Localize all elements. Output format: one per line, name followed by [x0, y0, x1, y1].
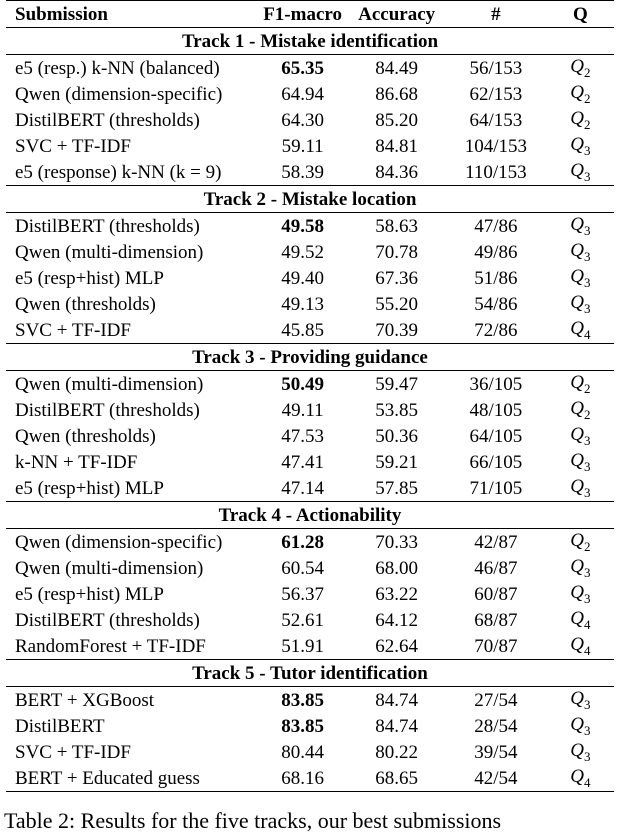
cell-rank: 48/105	[469, 399, 523, 421]
cell-rank: 42/54	[445, 765, 547, 792]
cell-f1-macro: 49.52	[281, 241, 324, 263]
cell-quartile	[547, 529, 614, 556]
cell-f1-macro: 68.16	[257, 765, 348, 792]
cell-accuracy: 84.49	[375, 57, 418, 79]
track-title: Track 1 - Mistake identification	[6, 28, 614, 55]
header-accuracy: Accuracy	[348, 1, 445, 28]
cell-quartile	[547, 581, 614, 607]
cell-submission: Qwen (thresholds)	[15, 293, 156, 315]
quartile-subscript: 3	[583, 590, 591, 606]
cell-quartile	[547, 633, 614, 660]
cell-submission: SVC + TF-IDF	[15, 319, 131, 341]
quartile-subscript: 3	[583, 458, 591, 474]
cell-submission: BERT + Educated guess	[6, 765, 257, 792]
cell-accuracy: 53.85	[375, 399, 418, 421]
cell-rank: 66/105	[469, 451, 523, 473]
cell-submission: DistilBERT	[15, 715, 105, 737]
quartile-letter: Q	[570, 608, 584, 630]
cell-f1-macro: 49.11	[281, 399, 324, 421]
cell-accuracy: 84.74	[375, 715, 418, 737]
table-row	[6, 529, 614, 556]
table-row	[6, 265, 614, 291]
cell-rank: 56/153	[469, 57, 523, 79]
cell-quartile	[547, 213, 614, 240]
cell-f1-macro: 47.14	[281, 477, 324, 499]
track-title: Track 5 - Tutor identification	[6, 660, 614, 687]
cell-f1-macro: 58.39	[281, 161, 324, 183]
cell-rank: 64/105	[469, 425, 523, 447]
track-header-row	[6, 344, 614, 371]
cell-f1-macro: 59.11	[281, 135, 324, 157]
cell-f1-macro: 49.40	[281, 267, 324, 289]
quartile-subscript: 2	[583, 406, 591, 422]
table-row	[6, 555, 614, 581]
header-q: Q	[547, 1, 614, 28]
cell-f1-macro: 83.85	[281, 689, 324, 711]
cell-submission: e5 (resp+hist) MLP	[15, 267, 164, 289]
cell-submission: DistilBERT (thresholds)	[15, 609, 200, 631]
cell-quartile	[547, 739, 614, 765]
cell-submission: e5 (resp+hist) MLP	[15, 477, 164, 499]
cell-submission: e5 (resp.) k-NN (balanced)	[15, 57, 220, 79]
quartile-letter: Q	[570, 318, 584, 340]
header-rank: #	[445, 1, 547, 28]
quartile-subscript: 2	[583, 116, 591, 132]
cell-rank: 72/86	[474, 319, 518, 341]
quartile-letter: Q	[570, 266, 584, 288]
quartile-subscript: 4	[583, 326, 591, 342]
table-row	[6, 687, 614, 714]
cell-accuracy: 86.68	[375, 83, 418, 105]
cell-rank: 54/86	[474, 293, 518, 315]
cell-submission: Qwen (multi-dimension)	[15, 241, 204, 263]
track-header-row	[6, 186, 614, 213]
table-row	[6, 317, 614, 344]
quartile-subscript: 3	[583, 274, 591, 290]
quartile-subscript: 3	[583, 300, 591, 316]
cell-f1-macro: 65.35	[281, 57, 324, 79]
cell-quartile	[547, 449, 614, 475]
cell-quartile	[547, 317, 614, 344]
quartile-subscript: 4	[583, 774, 591, 790]
cell-quartile	[547, 107, 614, 133]
quartile-letter: Q	[570, 766, 584, 788]
table-row	[6, 239, 614, 265]
cell-rank: 110/153	[465, 161, 527, 183]
table-header	[6, 1, 614, 28]
table-row	[6, 475, 614, 502]
table-row	[6, 713, 614, 739]
table-row	[6, 739, 614, 765]
cell-accuracy: 84.36	[375, 161, 418, 183]
cell-quartile	[547, 81, 614, 107]
header-row	[6, 1, 614, 28]
cell-submission: BERT + XGBoost	[15, 689, 155, 711]
track-title: Track 3 - Providing guidance	[6, 344, 614, 371]
quartile-subscript: 3	[583, 142, 591, 158]
table-caption: Table 2: Results for the five tracks, our best submissions	[4, 808, 502, 833]
cell-rank: 47/86	[474, 215, 518, 237]
quartile-letter: Q	[570, 292, 584, 314]
cell-f1-macro: 61.28	[281, 531, 324, 553]
quartile-letter: Q	[570, 476, 584, 498]
cell-quartile	[547, 133, 614, 159]
table-row	[6, 55, 614, 82]
table-row	[6, 213, 614, 240]
cell-f1-macro: 64.94	[281, 83, 324, 105]
cell-accuracy: 70.78	[375, 241, 418, 263]
cell-f1-macro: 45.85	[281, 319, 324, 341]
cell-accuracy: 62.64	[375, 635, 418, 657]
quartile-letter: Q	[570, 134, 584, 156]
header-submission: Submission	[6, 1, 257, 28]
table-row	[6, 581, 614, 607]
quartile-subscript: 3	[583, 748, 591, 764]
quartile-subscript: 3	[583, 168, 591, 184]
quartile-letter: Q	[570, 160, 584, 182]
cell-accuracy: 68.00	[375, 557, 418, 579]
cell-submission: Qwen (thresholds)	[15, 425, 156, 447]
cell-accuracy: 70.33	[375, 531, 418, 553]
table-row	[6, 81, 614, 107]
cell-f1-macro: 50.49	[281, 373, 324, 395]
cell-submission: e5 (response) k-NN (k = 9)	[15, 161, 222, 183]
table-row	[6, 371, 614, 398]
cell-quartile	[547, 159, 614, 186]
quartile-letter: Q	[570, 56, 584, 78]
cell-accuracy: 59.47	[375, 373, 418, 395]
quartile-letter: Q	[570, 214, 584, 236]
table-body	[6, 28, 614, 792]
quartile-subscript: 3	[583, 564, 591, 580]
table-row	[6, 133, 614, 159]
cell-submission: Qwen (multi-dimension)	[15, 373, 204, 395]
table-row	[6, 607, 614, 633]
track-header-row	[6, 502, 614, 529]
cell-quartile	[547, 475, 614, 502]
cell-f1-macro: 83.85	[281, 715, 324, 737]
quartile-letter: Q	[570, 556, 584, 578]
cell-quartile	[547, 371, 614, 398]
table-row	[6, 765, 614, 792]
cell-accuracy: 67.36	[375, 267, 418, 289]
cell-rank: 42/87	[474, 531, 518, 553]
cell-rank: 71/105	[469, 477, 523, 499]
cell-submission: SVC + TF-IDF	[15, 135, 131, 157]
cell-accuracy: 84.74	[375, 689, 418, 711]
cell-submission: DistilBERT (thresholds)	[15, 215, 200, 237]
cell-accuracy: 58.63	[375, 215, 418, 237]
cell-f1-macro: 60.54	[281, 557, 324, 579]
cell-rank: 62/153	[469, 83, 523, 105]
table-row	[6, 397, 614, 423]
quartile-subscript: 2	[583, 90, 591, 106]
cell-f1-macro: 52.61	[281, 609, 324, 631]
cell-submission: DistilBERT (thresholds)	[15, 109, 200, 131]
quartile-letter: Q	[570, 372, 584, 394]
table-row	[6, 423, 614, 449]
cell-accuracy: 57.85	[375, 477, 418, 499]
cell-submission: Qwen (dimension-specific)	[15, 83, 223, 105]
cell-rank: 104/153	[464, 135, 528, 157]
cell-quartile	[547, 555, 614, 581]
cell-accuracy: 64.12	[375, 609, 418, 631]
cell-rank: 68/87	[474, 609, 518, 631]
quartile-subscript: 2	[583, 64, 591, 80]
cell-submission: k-NN + TF-IDF	[15, 451, 138, 473]
table-row	[6, 449, 614, 475]
cell-rank: 64/153	[469, 109, 523, 131]
track-title: Track 2 - Mistake location	[6, 186, 614, 213]
cell-quartile	[547, 239, 614, 265]
track-header-row	[6, 660, 614, 687]
cell-quartile	[547, 423, 614, 449]
cell-rank: 27/54	[474, 689, 518, 711]
table-row	[6, 107, 614, 133]
cell-accuracy: 50.36	[375, 425, 418, 447]
cell-rank: 28/54	[474, 715, 518, 737]
cell-accuracy: 84.81	[375, 135, 418, 157]
table-row	[6, 291, 614, 317]
cell-f1-macro: 49.13	[281, 293, 324, 315]
cell-f1-macro: 51.91	[281, 635, 324, 657]
results-table	[6, 0, 614, 792]
cell-f1-macro: 47.53	[281, 425, 324, 447]
quartile-subscript: 2	[583, 380, 591, 396]
table-row	[6, 633, 614, 660]
quartile-letter: Q	[570, 108, 584, 130]
quartile-subscript: 3	[583, 248, 591, 264]
quartile-letter: Q	[570, 740, 584, 762]
quartile-subscript: 2	[583, 538, 591, 554]
cell-submission: Qwen (dimension-specific)	[15, 531, 223, 553]
quartile-letter: Q	[570, 714, 584, 736]
quartile-letter: Q	[570, 398, 584, 420]
cell-rank: 46/87	[474, 557, 518, 579]
quartile-subscript: 3	[583, 484, 591, 500]
quartile-letter: Q	[570, 582, 584, 604]
cell-submission: DistilBERT (thresholds)	[15, 399, 200, 421]
cell-f1-macro: 49.58	[281, 215, 324, 237]
track-title: Track 4 - Actionability	[6, 502, 614, 529]
cell-f1-macro: 80.44	[281, 741, 324, 763]
cell-quartile	[547, 55, 614, 82]
cell-rank: 39/54	[474, 741, 518, 763]
quartile-letter: Q	[570, 240, 584, 262]
cell-accuracy: 55.20	[375, 293, 418, 315]
quartile-letter: Q	[570, 688, 584, 710]
table-row	[6, 159, 614, 186]
cell-quartile	[547, 765, 614, 792]
cell-quartile	[547, 687, 614, 714]
track-header-row	[6, 28, 614, 55]
quartile-letter: Q	[570, 530, 584, 552]
quartile-subscript: 3	[583, 696, 591, 712]
cell-rank: 70/87	[474, 635, 518, 657]
cell-submission: SVC + TF-IDF	[15, 741, 131, 763]
quartile-subscript: 4	[583, 642, 591, 658]
cell-accuracy: 59.21	[375, 451, 418, 473]
quartile-subscript: 3	[583, 722, 591, 738]
cell-quartile	[547, 713, 614, 739]
header-f1-macro: F1-macro	[257, 1, 348, 28]
cell-submission: Qwen (multi-dimension)	[15, 557, 204, 579]
cell-f1-macro: 47.41	[281, 451, 324, 473]
cell-accuracy: 85.20	[375, 109, 418, 131]
cell-quartile	[547, 291, 614, 317]
cell-quartile	[547, 397, 614, 423]
quartile-letter: Q	[570, 82, 584, 104]
cell-rank: 49/86	[474, 241, 518, 263]
cell-accuracy: 68.65	[348, 765, 445, 792]
cell-accuracy: 63.22	[375, 583, 418, 605]
cell-quartile	[547, 607, 614, 633]
quartile-letter: Q	[570, 634, 584, 656]
cell-quartile	[547, 265, 614, 291]
cell-rank: 36/105	[469, 373, 523, 395]
quartile-subscript: 3	[583, 432, 591, 448]
quartile-subscript: 3	[583, 222, 591, 238]
cell-submission: RandomForest + TF-IDF	[15, 635, 206, 657]
cell-rank: 51/86	[474, 267, 518, 289]
cell-f1-macro: 56.37	[281, 583, 324, 605]
quartile-letter: Q	[570, 450, 584, 472]
quartile-letter: Q	[570, 424, 584, 446]
cell-rank: 60/87	[474, 583, 518, 605]
cell-accuracy: 70.39	[375, 319, 418, 341]
cell-f1-macro: 64.30	[281, 109, 324, 131]
cell-accuracy: 80.22	[375, 741, 418, 763]
cell-submission: e5 (resp+hist) MLP	[15, 583, 164, 605]
quartile-subscript: 4	[583, 616, 591, 632]
